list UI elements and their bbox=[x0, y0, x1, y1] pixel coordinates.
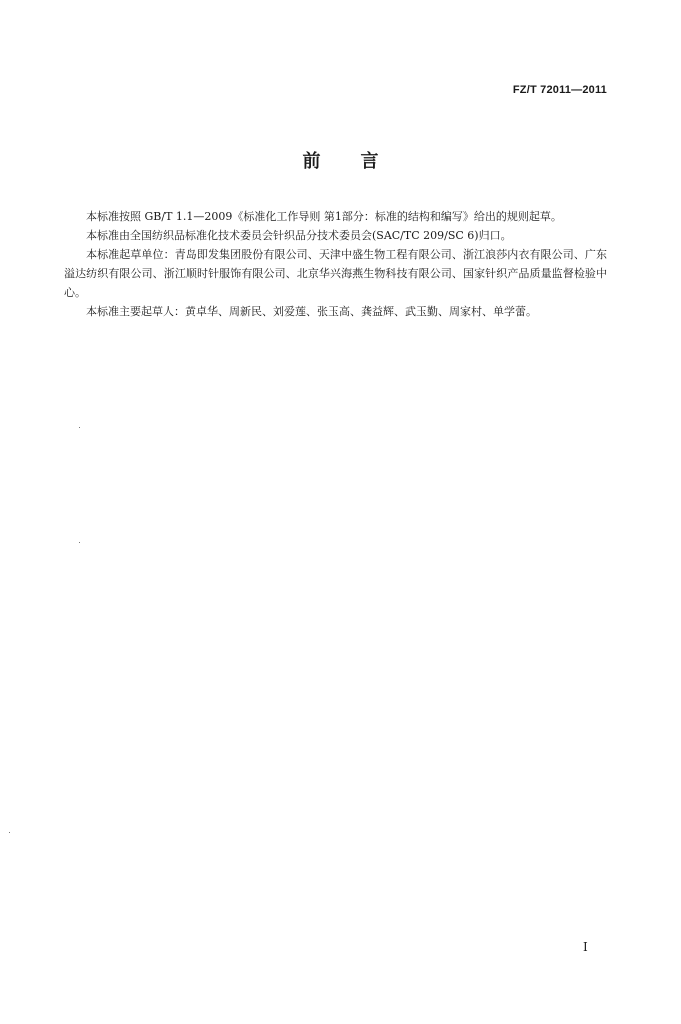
foreword-body bbox=[64, 207, 607, 321]
paragraph-administration: 本标准由全国纺织品标准化技术委员会针织品分技术委员会(SAC/TC 209/SC 6)归口。 bbox=[86, 229, 512, 242]
paragraph-drafting-units: 本标准起草单位：青岛即发集团股份有限公司、天津中盛生物工程有限公司、浙江浪莎内衣有限公司、广东溢达纺织有限公司、浙江顺时针服饰有限公司、北京华兴海燕生物科技有限公司、国家针织产品质量监督检验中心。 bbox=[64, 248, 607, 299]
paragraph-drafters: 本标准主要起草人：黄卓华、周新民、刘爱莲、张玉高、龚益辉、武玉勤、周家村、单学蕾。 bbox=[86, 305, 537, 318]
scan-speck bbox=[79, 542, 80, 543]
page-number: I bbox=[583, 940, 588, 954]
scan-speck bbox=[9, 832, 10, 833]
page-title: 前言 bbox=[302, 151, 419, 172]
paragraph-drafting-rules: 本标准按照 GB/T 1.1—2009《标准化工作导则 第1部分：标准的结构和编写》给出的规则起草。 bbox=[86, 210, 562, 223]
scan-speck bbox=[79, 427, 80, 428]
standard-number: FZ/T 72011—2011 bbox=[512, 84, 607, 96]
